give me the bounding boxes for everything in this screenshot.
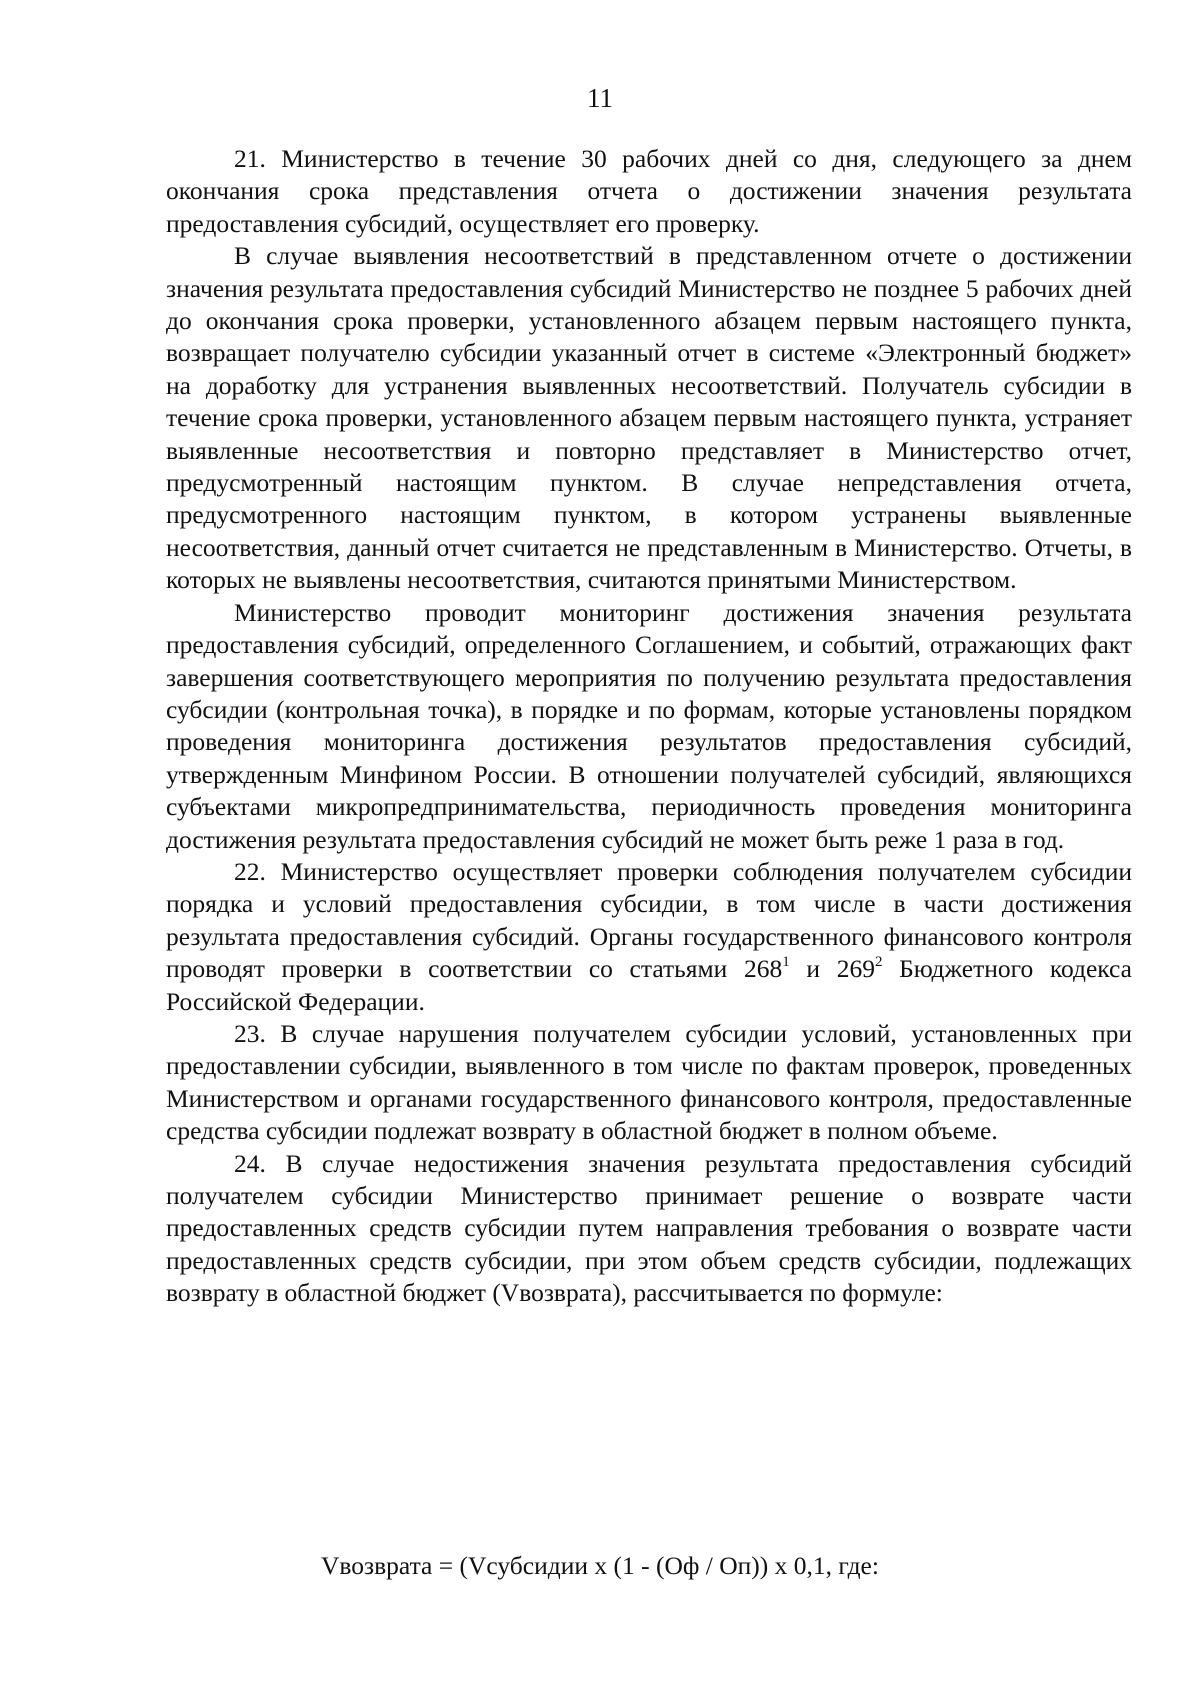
paragraph-21-nonconformity: В случае выявления несоответствий в представленном отчете о достижении значения результата предоставления субсидий Министерство не позднее 5 рабочих дней до окончания срока проверки, установленного абзацем первым настоящего пункта, возвращает получателю субсидии указанный отчет в системе «Электронный бюджет» на доработку для устранения выявленных несоответствий. Получатель субсидии в течение срока проверки, установленного абзацем первым настоящего пункта, устраняет выявленные несоответствия и повторно представляет в Министерство отчет, предусмотренный настоящим пунктом. В случае непредставления отчета, предусмотренного настоящим пунктом, в котором устранены выявленные несоответствия, данный отчет считается не представленным в Министерство. Отчеты, в которых не выявлены несоответствия, считаются принятыми Министерством.: [166, 241, 1132, 595]
paragraph-23: 23. В случае нарушения получателем субсидии условий, установленных при предоставлении субсидии, выявленного в том числе по фактам проверок, проведенных Министерством и органами государственного финансового контроля, предоставленные средства субсидии подлежат возврату в областной бюджет в полном объеме.: [166, 1018, 1132, 1146]
paragraph-21-monitoring: Министерство проводит мониторинг достижения значения результата предоставления субсидий, определенного Соглашением, и событий, отражающих факт завершения соответствующего мероприятия по получению результата предоставления субсидии (контрольная точка), в порядке и по формам, которые установлены порядком проведения мониторинга достижения результатов предоставления субсидий, утвержденным Минфином России. В отношении получателей субсидий, являющихся субъектами микропредпринимательства, периодичность проведения мониторинга достижения результата предоставления субсидий не может быть реже 1 раза в год.: [166, 597, 1132, 854]
page-number: 11: [587, 83, 613, 113]
paragraph-22-text-1: 22. Министерство осуществляет проверки соблюдения получателем субсидии порядка и условий предоставления субсидии, в том числе в части достижения результата предоставления субсидий. Органы государственного финансового контроля проводят проверки в соответствии со статьями 268: [166, 856, 1132, 984]
paragraph-22: [166, 856, 1132, 1018]
paragraph-22-text-3: Бюджетного кодекса Российской Федерации.: [166, 954, 1132, 1016]
paragraph-21: 21. Министерство в течение 30 рабочих дней со дня, следующего за днем окончания срока представления отчета о достижении значения результата предоставления субсидий, осуществляет его проверку.: [166, 144, 1132, 238]
superscript-article-269: 2: [874, 954, 883, 971]
document-body: [166, 143, 1132, 1310]
refund-formula: Vвозврата = (Vсубсидии x (1 - (Оф / Оп)) x 0,1, где:: [321, 1551, 879, 1580]
superscript-article-268: 1: [782, 954, 790, 971]
paragraph-22-text-2: и 269: [789, 954, 875, 984]
paragraph-24: 24. В случае недостижения значения результата предоставления субсидий получателем субсидии Министерство принимает решение о возврате части предоставленных средств субсидии путем направления требования о возврате части предоставленных средств субсидии, при этом объем средств субсидии, подлежащих возврату в областной бюджет (Vвозврата), рассчитывается по формуле:: [166, 1148, 1132, 1308]
